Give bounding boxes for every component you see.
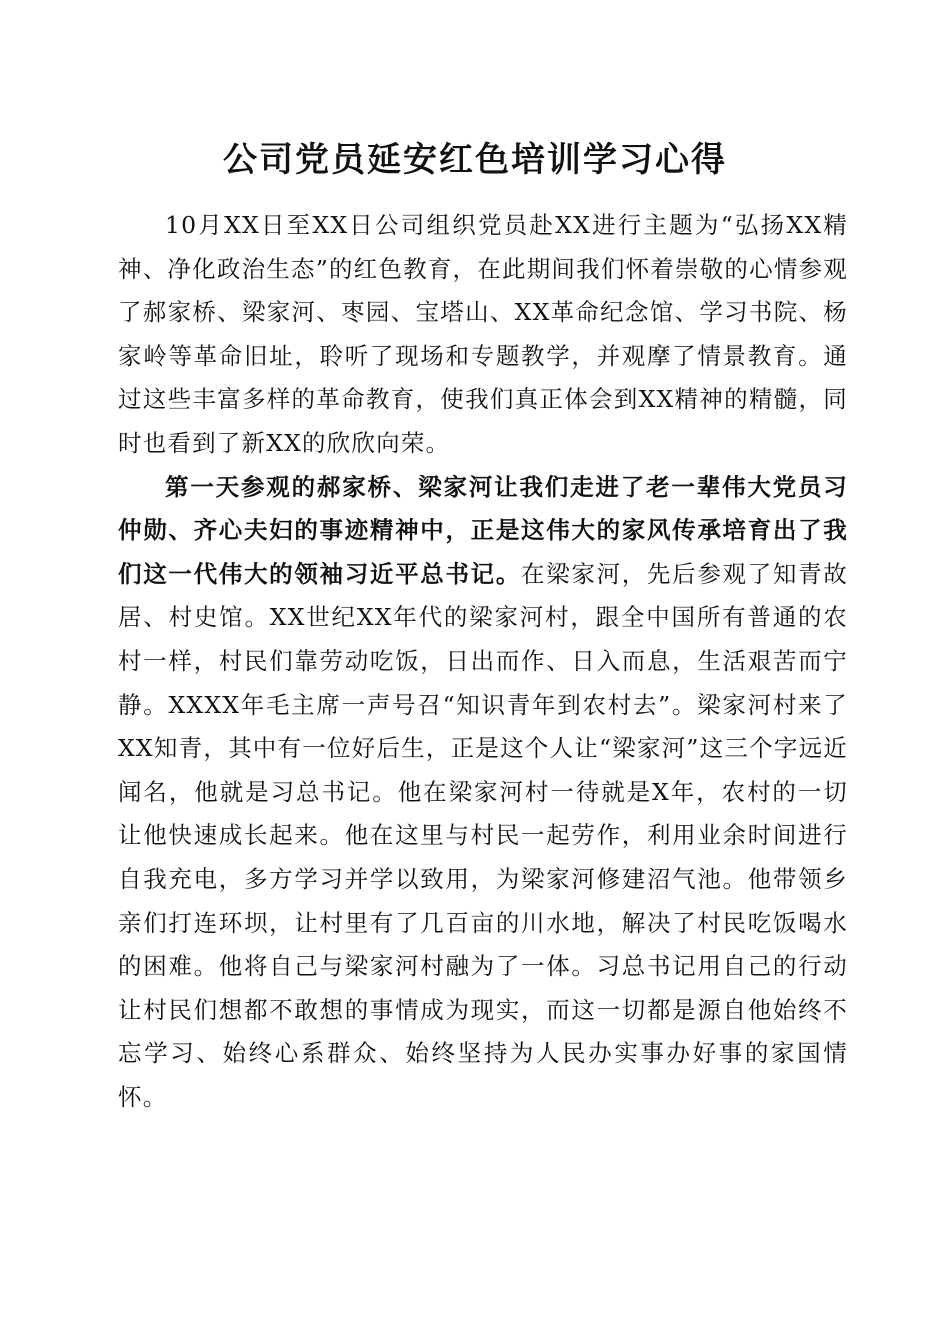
paragraph-2 <box>118 466 848 1120</box>
paragraph-2-text: 在梁家河，先后参观了知青故居、村史馆。XX世纪XX年代的梁家河村，跟全中国所有普通的农村一样，村民们靠劳动吃饭，日出而作、日入而息，生活艰苦而宁静。XXXX年毛主席一声号召“知识青年到农村去”。梁家河村来了XX知青，其中有一位好后生，正是这个人让“梁家河”这三个字远近闻名，他就是习总书记。他在梁家河村一待就是X年，农村的一切让他快速成长起来。他在这里与村民一起劳作，利用业余时间进行自我充电，多方学习并学以致用，为梁家河修建沼气池。他带领乡亲们打连环坝，让村里有了几百亩的川水地，解决了村民吃饭喝水的困难。他将自己与梁家河村融为了一体。习总书记用自己的行动让村民们想都不敢想的事情成为现实，而这一切都是源自他始终不忘学习、始终心系群众、始终坚持为人民办实事办好事的家国情怀。 <box>118 559 848 1111</box>
document-body <box>118 204 848 1119</box>
paragraph-1-text: 10月XX日至XX日公司组织党员赴XX进行主题为“弘扬XX精神、净化政治生态”的红色教育，在此期间我们怀着崇敬的心情参观了郝家桥、梁家河、枣园、宝塔山、XX革命纪念馆、学习书院、杨家岭等革命旧址，聆听了现场和专题教学，并观摩了情景教育。通过这些丰富多样的革命教育，使我们真正体会到XX精神的精髓，同时也看到了新XX的欣欣向荣。 <box>118 211 848 457</box>
paragraph-1 <box>118 204 848 466</box>
paragraph-2-lead: 第一天参观的郝家桥、梁家河让我们走进了老一辈伟大党员习仲勋、齐心夫妇的事迹精神中，正是这伟大的家风传承培育出了我们这一代伟大的领袖习近平总书记。 <box>118 472 848 588</box>
document-title: 公司党员延安红色培训学习心得 <box>223 140 727 180</box>
